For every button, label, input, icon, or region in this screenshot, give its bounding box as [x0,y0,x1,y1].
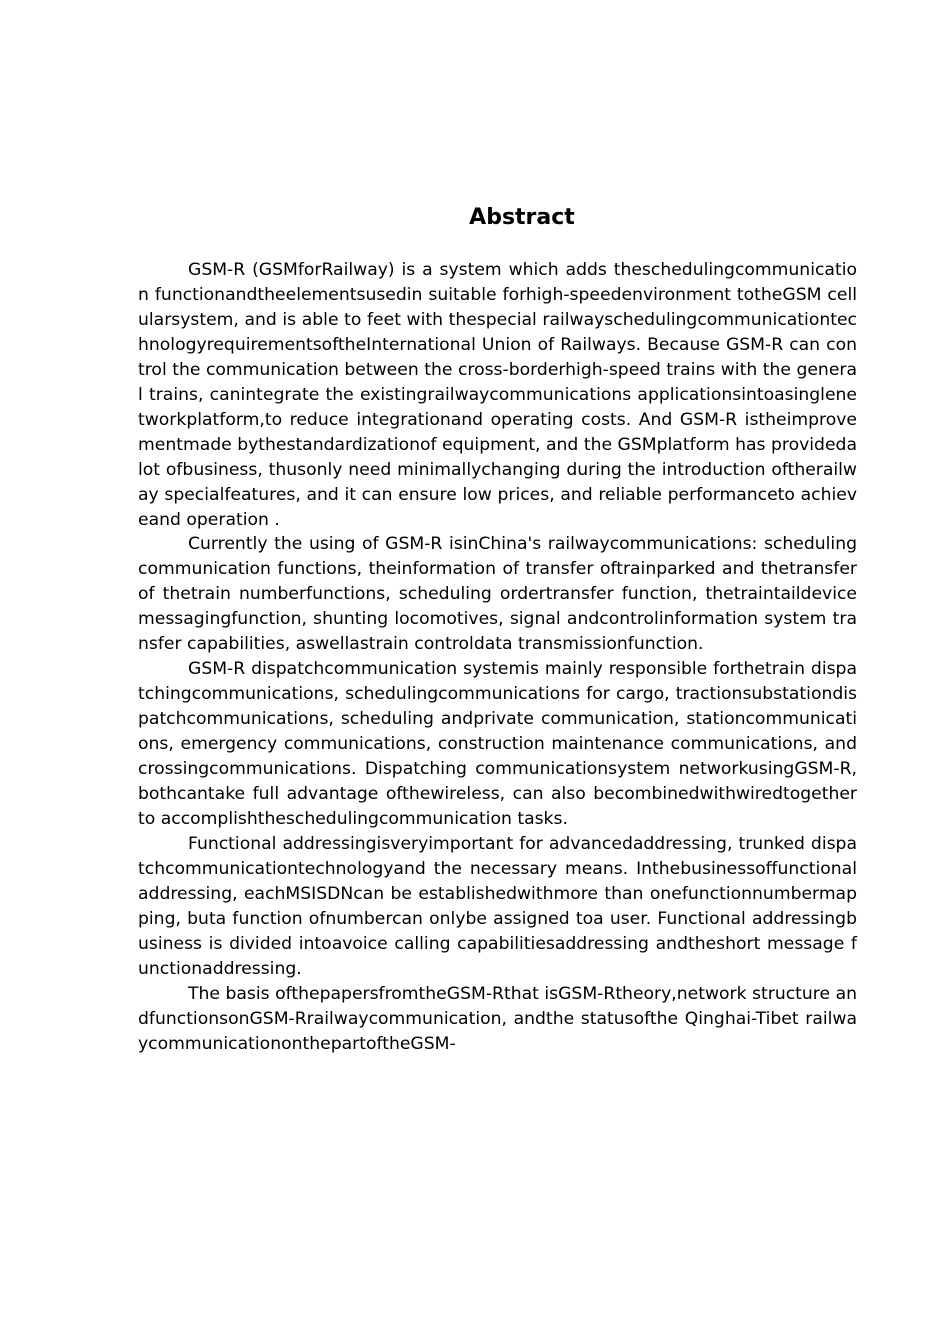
paragraph-paper-basis: The basis ofthepapersfromtheGSM-Rthat isGSM-Rtheory,network structure andfunctionsonGSM-Rrailwaycommunication, andthe statusofthe Qinghai-Tibet railwaycommunicationonthepartoftheGSM- [138,983,857,1054]
paragraph-gsm-r-definition: GSM-R (GSMforRailway) is a system which adds theschedulingcommunication functionandtheelementsusedin suitable forhigh-speedenvironment totheGSM cellularsystem, and is able to feet with thespecial railwayschedulingcommunicationtechnologyrequirementsoftheInternational Union of Railways. Because GSM-R can control the communication between the cross-borderhigh-speed trains with the general trains, canintegrate the existingrailwaycommunications applicationsintoasinglenetworkplatform,to reduce integrationand operating costs. And GSM-R istheimprovementmade bythestandardizationof equipment, and the GSMplatform has provideda lot ofbusiness, thusonly need minimallychanging during the introduction oftherailway specialfeatures, and it can ensure low prices, and reliable performanceto achieveand operation . [138,260,857,530]
paragraph-china-usage: Currently the using of GSM-R isinChina's railwaycommunications: schedulingcommunication functions, theinformation of transfer oftrainparked and thetransfer of thetrain numberfunctions, scheduling ordertransfer function, thetraintaildevicemessagingfunction, shunting locomotives, signal andcontrolinformation system transfer capabilities, aswellastrain controldata transmissionfunction. [138,534,857,655]
paragraph-functional-addressing: Functional addressingisveryimportant for advancedaddressing, trunked dispatchcommunicationtechnologyand the necessary means. Inthebusinessoffunctional addressing, eachMSISDNcan be establishedwithmore than onefunctionnumbermapping, buta function ofnumbercan onlybe assigned toa user. Functional addressingbusiness is divided intoavoice calling capabilitiesaddressing andtheshort message functionaddressing. [138,833,857,979]
paragraph-dispatch-system: GSM-R dispatchcommunication systemis mainly responsible forthetrain dispatchingcommunications, schedulingcommunications for cargo, tractionsubstationdispatchcommunications, scheduling andprivate communication, stationcommunications, emergency communications, construction maintenance communications, andcrossingcommunications. Dispatching communicationsystem networkusingGSM-R, bothcantake full advantage ofthewireless, can also becombinedwithwiredtogether to accomplishtheschedulingcommunication tasks. [138,659,857,829]
abstract-body [138,258,857,1057]
abstract-title: Abstract [469,205,575,230]
